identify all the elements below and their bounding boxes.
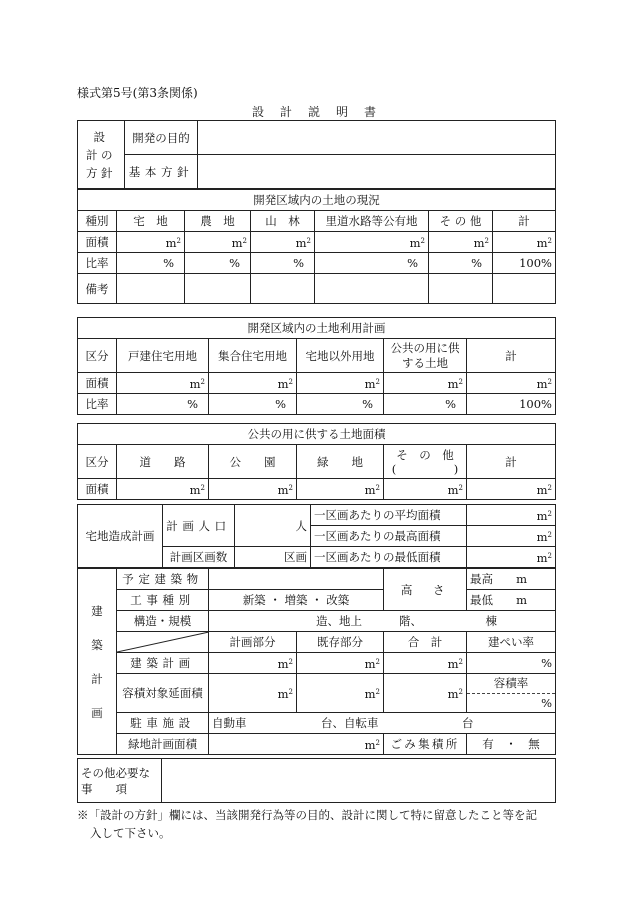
basic-policy-label: 基本方針 (125, 155, 198, 189)
current-land-table (77, 189, 556, 304)
other-matters-table (77, 758, 556, 803)
garbage-label: ごみ集積所 (384, 734, 467, 755)
area-cell[interactable]: $m^2$ (384, 479, 467, 500)
col-forest: 山 林 (251, 211, 315, 232)
col-park: 公 園 (209, 445, 297, 479)
ratio-cell[interactable]: % (429, 253, 493, 274)
parking-label: 駐車施設 (117, 713, 209, 734)
col-residential: 宅 地 (117, 211, 185, 232)
remarks-cell[interactable] (185, 274, 251, 304)
remarks-cell[interactable] (251, 274, 315, 304)
col-other: そ の 他 (429, 211, 493, 232)
height-max[interactable]: 最高 m (467, 569, 556, 590)
work-type-options[interactable]: 新築 ・ 増築 ・ 改築 (209, 590, 384, 611)
existing-part-label: 既存部分 (297, 632, 384, 653)
ratio-cell[interactable]: % (315, 253, 429, 274)
area-cell[interactable]: $m^2$ (315, 232, 429, 253)
area-cell[interactable]: $m^2$ (493, 232, 556, 253)
area-cell[interactable]: $m^2$ (467, 373, 556, 394)
design-policy-table (77, 120, 556, 189)
col-public-use: 公共の用に供する土地 (384, 339, 467, 373)
col-public-land: 里道水路等公有地 (315, 211, 429, 232)
col-non-residential: 宅地以外用地 (297, 339, 384, 373)
building-plan-section-label: 建 築 計 画 (78, 569, 117, 755)
ratio-label: 比率 (78, 253, 117, 274)
building-total-area[interactable]: $m^2$ (384, 653, 467, 674)
ratio-cell[interactable]: % (384, 394, 467, 415)
floor-planned-area[interactable]: $m^2$ (209, 674, 297, 713)
col-farmland: 農 地 (185, 211, 251, 232)
work-type-label: 工事種別 (117, 590, 209, 611)
area-cell[interactable]: $m^2$ (297, 373, 384, 394)
land-use-header: 開発区域内の土地利用計画 (78, 318, 556, 339)
building-existing-area[interactable]: $m^2$ (297, 653, 384, 674)
col-green: 緑 地 (297, 445, 384, 479)
other-matters-field[interactable] (162, 759, 556, 803)
page-title: 設 計 説 明 書 (251, 105, 378, 119)
design-policy-label: 設 計の方針 (78, 121, 125, 189)
col-other: そ の 他 ( ) (384, 445, 467, 479)
building-plan-label: 建築計画 (117, 653, 209, 674)
avg-area-field[interactable]: $m^2$ (467, 505, 556, 526)
purpose-field[interactable] (198, 121, 556, 155)
coverage-ratio-label: 建ぺい率 (467, 632, 556, 653)
planned-building-label: 予定建築物 (117, 569, 209, 590)
form-number: 様式第5号(第3条関係) (77, 86, 198, 100)
ratio-total: 100% (493, 253, 556, 274)
col-total: 計 (493, 211, 556, 232)
residential-plan-table (77, 504, 556, 568)
land-use-plan-table (77, 317, 556, 415)
diagonal-line (117, 632, 209, 652)
remarks-cell[interactable] (117, 274, 185, 304)
min-area-field[interactable]: $m^2$ (467, 547, 556, 568)
lots-label: 計画区画数 (163, 547, 235, 568)
lots-field[interactable]: 区画 (235, 547, 311, 568)
floor-existing-area[interactable]: $m^2$ (297, 674, 384, 713)
planned-part-label: 計画部分 (209, 632, 297, 653)
other-matters-label: その他必要な 事 項 (78, 759, 162, 803)
floor-ratio-cell[interactable] (467, 674, 556, 713)
col-total: 計 (467, 445, 556, 479)
ratio-cell[interactable]: % (297, 394, 384, 415)
floor-total-area[interactable]: $m^2$ (384, 674, 467, 713)
height-label: 高 さ (384, 569, 467, 611)
area-label: 面積 (78, 479, 117, 500)
population-field[interactable]: 人 (235, 505, 311, 547)
ratio-cell[interactable]: % (117, 394, 209, 415)
current-land-header: 開発区域内の土地の現況 (78, 190, 556, 211)
area-cell[interactable]: $m^2$ (185, 232, 251, 253)
remarks-cell[interactable] (429, 274, 493, 304)
floor-area-label: 容積対象延面積 (117, 674, 209, 713)
note-line-2: 入して下さい。 (90, 826, 171, 840)
area-cell[interactable]: $m^2$ (251, 232, 315, 253)
ratio-cell[interactable]: % (209, 394, 297, 415)
ratio-label: 比率 (78, 394, 117, 415)
min-area-label: 一区画あたりの最低面積 (311, 547, 467, 568)
area-cell[interactable]: $m^2$ (117, 232, 185, 253)
parking-field[interactable]: 自動車 台、自転車 台 (209, 713, 556, 734)
floor-ratio-label: 容積率 (467, 674, 555, 694)
col-total: 計 (467, 339, 556, 373)
remarks-cell[interactable] (315, 274, 429, 304)
population-label: 計画人口 (163, 505, 235, 547)
coverage-ratio-field[interactable]: % (467, 653, 556, 674)
ratio-total: 100% (467, 394, 556, 415)
area-cell[interactable]: $m^2$ (209, 479, 297, 500)
col-category: 区分 (78, 339, 117, 373)
height-min[interactable]: 最低 m (467, 590, 556, 611)
public-land-table (77, 423, 556, 500)
col-detached: 戸建住宅用地 (117, 339, 209, 373)
total-label: 合 計 (384, 632, 467, 653)
col-category: 区分 (78, 445, 117, 479)
area-cell[interactable]: $m^2$ (117, 479, 209, 500)
area-cell[interactable]: $m^2$ (209, 373, 297, 394)
ratio-cell[interactable]: % (251, 253, 315, 274)
col-collective: 集合住宅用地 (209, 339, 297, 373)
diagonal-cell (117, 632, 209, 653)
planned-building-field[interactable] (209, 569, 384, 590)
remarks-cell[interactable] (493, 274, 556, 304)
other-paren: ( ) (391, 461, 459, 476)
purpose-label: 開発の目的 (125, 121, 198, 155)
area-cell[interactable]: $m^2$ (117, 373, 209, 394)
area-cell[interactable]: $m^2$ (429, 232, 493, 253)
ratio-cell[interactable]: % (185, 253, 251, 274)
remarks-label: 備考 (78, 274, 117, 304)
avg-area-label: 一区画あたりの平均面積 (311, 505, 467, 526)
area-cell[interactable]: $m^2$ (384, 373, 467, 394)
basic-policy-field[interactable] (198, 155, 556, 189)
building-planned-area[interactable]: $m^2$ (209, 653, 297, 674)
residential-plan-label: 宅地造成計画 (78, 505, 163, 568)
floor-ratio-field[interactable]: % (541, 696, 552, 710)
max-area-field[interactable]: $m^2$ (467, 526, 556, 547)
area-label: 面積 (78, 373, 117, 394)
col-road: 道 路 (117, 445, 209, 479)
col-type: 種別 (78, 211, 117, 232)
public-land-header: 公共の用に供する土地面積 (78, 424, 556, 445)
garbage-options[interactable]: 有 ・ 無 (467, 734, 556, 755)
green-area-field[interactable]: $m^2$ (209, 734, 384, 755)
green-area-label: 緑地計画面積 (117, 734, 209, 755)
structure-label: 構造・規模 (117, 611, 209, 632)
area-cell[interactable]: $m^2$ (467, 479, 556, 500)
area-label: 面積 (78, 232, 117, 253)
max-area-label: 一区画あたりの最高面積 (311, 526, 467, 547)
area-cell[interactable]: $m^2$ (297, 479, 384, 500)
building-plan-table (77, 568, 556, 755)
structure-field[interactable]: 造、地上 階、 棟 (209, 611, 556, 632)
ratio-cell[interactable]: % (117, 253, 185, 274)
note-line-1: ※「設計の方針」欄には、当該開発行為等の目的、設計に関して特に留意したこと等を記 (77, 808, 537, 822)
